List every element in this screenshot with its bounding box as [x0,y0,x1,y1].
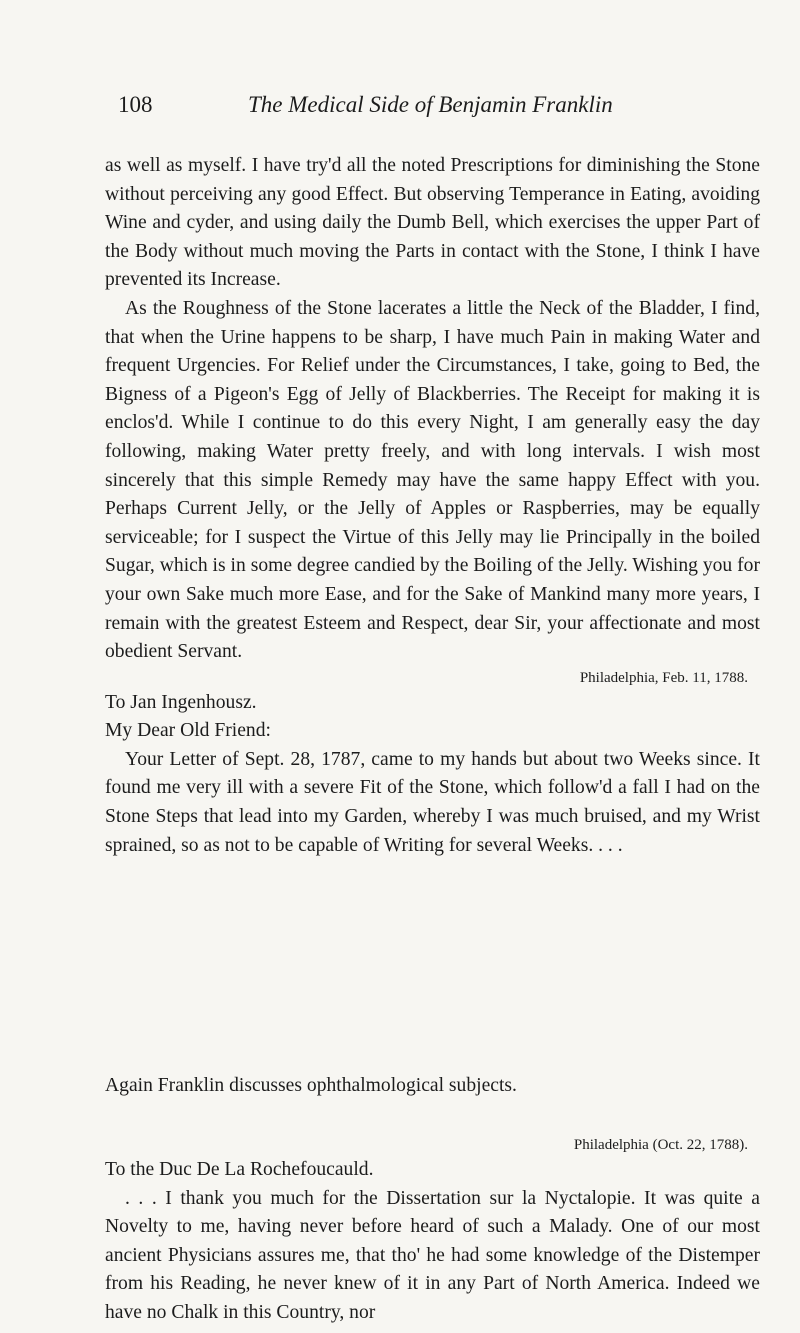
dateline-feb-1788: Philadelphia, Feb. 11, 1788. [579,669,748,686]
letter-ingenhousz-body: Your Letter of Sept. 28, 1787, came to my hands but about two Weeks since. It found me very ill with a severe Fit of the Stone, which follow'd a fall I had on the Stone Steps that lead into my Garden, whereby I was much bruised, and my Wrist sprained, so as not to be capable of Writing for several Weeks. . . . [105,748,760,856]
page-number: 108 [118,92,153,117]
dateline-oct-1788: Philadelphia (Oct. 22, 1788). [573,1137,748,1153]
commentary-line: Again Franklin discusses ophthalmological subjects. [105,1075,517,1096]
letter-rochefoucauld-body: . . . I thank you much for the Dissertation sur la Nyctalopie. It was quite a Novelty to me, having never before heard of such a Malady. One of our most ancient Physicians assures me, that tho' he had some knowledge of the Distemper from his Reading, he never knew of it in any Part of North America. Indeed we have no Chalk in this Country, nor [105,1187,760,1323]
running-title: The Medical Side of Benjamin Franklin [248,92,613,117]
editorial-commentary [105,1072,760,1101]
letter-continuation-paragraph: as well as myself. I have try'd all the noted Prescriptions for diminishing the Stone without perceiving any good Effect. But observing Temperance in Eating, avoiding Wine and cyder, and using daily the Dumb Bell, which exercises the upper Part of the Body without much moving the Parts in contact with the Stone, I think I have prevented its Increase. [105,155,760,291]
addressee-ingenhousz: To Jan Ingenhousz. [105,691,257,713]
page-header [118,92,718,132]
addressee-rochefoucauld: To the Duc De La Rochefoucauld. [105,1159,374,1180]
letter-to-rochefoucauld [105,1134,760,1328]
letter-paragraph-jelly-remedy: As the Roughness of the Stone lacerates a little the Neck of the Bladder, I find, that when the Urine happens to be sharp, I have much Pain in making Water and frequent Urgencies. For Relief under the Circumstances, I take, going to Bed, the Bigness of a Pigeon's Egg of Jelly of Blackberries. The Receipt for making it is enclos'd. While I continue to do this every Night, I am generally easy the day following, making Water pretty freely, and with long intervals. I wish most sincerely that this simple Remedy may have the same happy Effect with you. Perhaps Current Jelly, or the Jelly of Apples or Raspberries, may be equally serviceable; for I suspect the Virtue of this Jelly may lie Principally in the boiled Sugar, which is in some degree candied by the Boiling of the Jelly. Wishing you for your own Sake much more Ease, and for the Sake of Mankind many more years, I remain with the greatest Esteem and Respect, dear Sir, your affectionate and most obedient Servant. [105,297,760,663]
letter-to-benjamin-vaughan-continued [105,152,760,860]
salutation: My Dear Old Friend: [105,720,271,742]
